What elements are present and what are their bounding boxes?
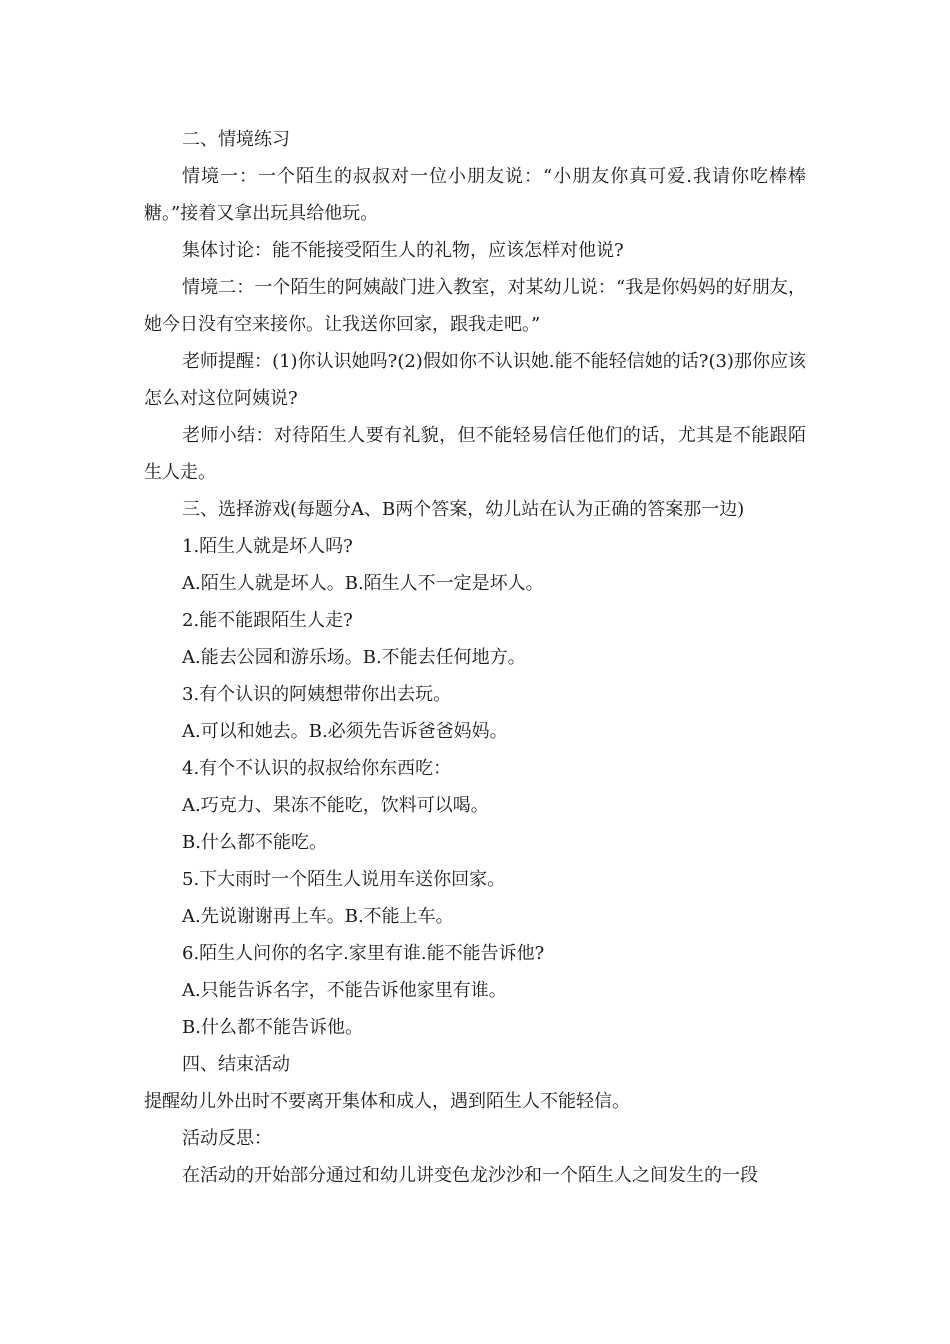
question-5-answers: A.先说谢谢再上车。B.不能上车。 — [182, 906, 454, 927]
paragraph-reflection: 在活动的开始部分通过和幼儿讲变色龙沙沙和一个陌生人之间发生的一段 — [182, 1165, 758, 1186]
question-5: 5.下大雨时一个陌生人说用车送你回家。 — [182, 869, 506, 890]
section-heading-choice-game: 三、选择游戏(每题分A、B两个答案，幼儿站在认为正确的答案那一边) — [182, 499, 745, 520]
question-2-answers: A.能去公园和游乐场。B.不能去任何地方。 — [182, 647, 526, 668]
paragraph-situation-two: 情境二：一个陌生的阿姨敲门进入教室，对某幼儿说：“我是你妈妈的好朋友，她今日没有空来接你。让我送你回家，跟我走吧。” — [144, 277, 806, 335]
question-1: 1.陌生人就是坏人吗? — [182, 536, 353, 557]
question-6-answer-a: A.只能告诉名字，不能告诉他家里有谁。 — [182, 980, 507, 1001]
section-heading-reflection: 活动反思： — [182, 1128, 272, 1149]
question-4-answer-b: B.什么都不能吃。 — [182, 832, 327, 853]
section-heading-closing-activity: 四、结束活动 — [182, 1054, 290, 1075]
section-heading-situation-practice: 二、情境练习 — [182, 129, 290, 150]
paragraph-group-discussion: 集体讨论：能不能接受陌生人的礼物，应该怎样对他说? — [182, 240, 624, 261]
question-3-answers: A.可以和她去。B.必须先告诉爸爸妈妈。 — [182, 721, 508, 742]
question-2: 2.能不能跟陌生人走? — [182, 610, 353, 631]
question-4: 4.有个不认识的叔叔给你东西吃： — [182, 758, 452, 779]
paragraph-teacher-reminder: 老师提醒：(1)你认识她吗?(2)假如你不认识她.能不能轻信她的话?(3)那你应该怎么对这位阿姨说? — [144, 351, 806, 409]
question-1-answers: A.陌生人就是坏人。B.陌生人不一定是坏人。 — [182, 573, 544, 594]
paragraph-teacher-summary: 老师小结：对待陌生人要有礼貌，但不能轻易信任他们的话，尤其是不能跟陌生人走。 — [144, 425, 806, 483]
question-6-answer-b: B.什么都不能告诉他。 — [182, 1017, 363, 1038]
paragraph-situation-one: 情境一：一个陌生的叔叔对一位小朋友说：“小朋友你真可爱.我请你吃棒棒糖。”接着又拿出玩具给他玩。 — [144, 166, 806, 224]
question-6: 6.陌生人问你的名字.家里有谁.能不能告诉他? — [182, 943, 545, 964]
paragraph-closing-reminder: 提醒幼儿外出时不要离开集体和成人，遇到陌生人不能轻信。 — [144, 1091, 630, 1112]
question-3: 3.有个认识的阿姨想带你出去玩。 — [182, 684, 452, 705]
question-4-answer-a: A.巧克力、果冻不能吃，饮料可以喝。 — [182, 795, 489, 816]
